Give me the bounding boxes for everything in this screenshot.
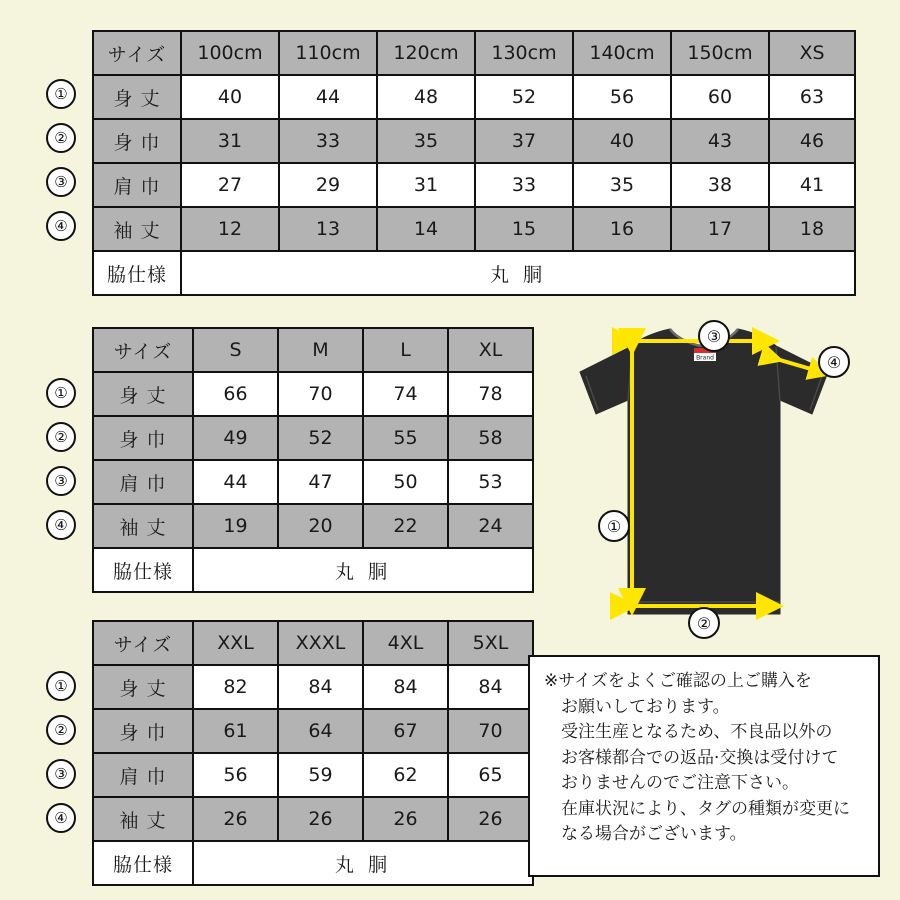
- cell-value: 35: [377, 119, 475, 163]
- tshirt-diagram: [528, 318, 880, 648]
- cell-value: 53: [448, 460, 533, 504]
- diagram-marker-body-length: [599, 511, 629, 541]
- note-line: ※サイズをよくご確認の上ご購入を: [544, 671, 812, 691]
- cell-value: 26: [448, 797, 533, 841]
- cell-value: 46: [769, 119, 855, 163]
- table-row: [93, 753, 533, 797]
- cell-value: 60: [671, 75, 769, 119]
- cell-value: 13: [279, 207, 377, 251]
- circle-number: ②: [46, 123, 76, 153]
- cell-value: 41: [769, 163, 855, 207]
- column-header: 120cm: [377, 31, 475, 75]
- cell-value: 82: [193, 665, 278, 709]
- table-row: [93, 709, 533, 753]
- size-table-adult: [92, 327, 534, 593]
- marker-body-length: [30, 664, 92, 708]
- cell-value: 84: [363, 665, 448, 709]
- column-header: 130cm: [475, 31, 573, 75]
- marker-column-kids: [30, 30, 92, 296]
- column-header: 100cm: [181, 31, 279, 75]
- cell-value: 47: [278, 460, 363, 504]
- cell-value: 56: [193, 753, 278, 797]
- footer-value: 丸 胴: [181, 251, 855, 295]
- row-label: 身 丈: [93, 75, 181, 119]
- cell-value: 37: [475, 119, 573, 163]
- row-label: 身 巾: [93, 416, 193, 460]
- header-size-label: サイズ: [93, 328, 193, 372]
- circle-number: ③: [46, 466, 76, 496]
- footer-label: 脇仕様: [93, 548, 193, 592]
- marker-body-length: [30, 371, 92, 415]
- note-line: なる場合がございます。: [561, 824, 747, 844]
- diagram-marker-body-width: [689, 608, 719, 638]
- table-footer-row: [93, 548, 533, 592]
- table-footer-row: [93, 841, 533, 885]
- cell-value: 59: [278, 753, 363, 797]
- cell-value: 31: [181, 119, 279, 163]
- cell-value: 61: [193, 709, 278, 753]
- svg-text:④: ④: [826, 353, 842, 372]
- marker-sleeve-length: [30, 503, 92, 547]
- cell-value: 24: [448, 504, 533, 548]
- size-table-bigsize: [92, 620, 534, 886]
- cell-value: 52: [475, 75, 573, 119]
- cell-value: 62: [363, 753, 448, 797]
- footer-value: 丸 胴: [193, 841, 533, 885]
- cell-value: 20: [278, 504, 363, 548]
- row-label: 身 丈: [93, 665, 193, 709]
- cell-value: 52: [278, 416, 363, 460]
- circle-number: ①: [46, 671, 76, 701]
- cell-value: 33: [279, 119, 377, 163]
- cell-value: 35: [573, 163, 671, 207]
- table-row: [93, 460, 533, 504]
- table-row: [93, 665, 533, 709]
- circle-number: ④: [46, 211, 76, 241]
- footer-label: 脇仕様: [93, 841, 193, 885]
- column-header: 110cm: [279, 31, 377, 75]
- column-header: 4XL: [363, 621, 448, 665]
- marker-shoulder-width: [30, 160, 92, 204]
- cell-value: 50: [363, 460, 448, 504]
- table-row: [93, 797, 533, 841]
- cell-value: 49: [193, 416, 278, 460]
- column-header: XS: [769, 31, 855, 75]
- column-header: 5XL: [448, 621, 533, 665]
- cell-value: 66: [193, 372, 278, 416]
- cell-value: 18: [769, 207, 855, 251]
- column-header: XXL: [193, 621, 278, 665]
- cell-value: 31: [377, 163, 475, 207]
- column-header: 150cm: [671, 31, 769, 75]
- column-header: XL: [448, 328, 533, 372]
- circle-number: ①: [46, 79, 76, 109]
- row-label: 身 巾: [93, 709, 193, 753]
- column-header: S: [193, 328, 278, 372]
- cell-value: 65: [448, 753, 533, 797]
- cell-value: 19: [193, 504, 278, 548]
- circle-number: ④: [46, 510, 76, 540]
- header-size-label: サイズ: [93, 621, 193, 665]
- row-label: 袖 丈: [93, 504, 193, 548]
- notes-box: [528, 655, 880, 877]
- cell-value: 26: [193, 797, 278, 841]
- size-table-adult-block: [30, 327, 534, 593]
- row-label: 肩 巾: [93, 460, 193, 504]
- footer-value: 丸 胴: [193, 548, 533, 592]
- circle-number: ②: [46, 422, 76, 452]
- row-label: 肩 巾: [93, 753, 193, 797]
- cell-value: 78: [448, 372, 533, 416]
- marker-body-width: [30, 708, 92, 752]
- marker-column-adult: [30, 327, 92, 593]
- circle-number: ①: [46, 378, 76, 408]
- cell-value: 29: [279, 163, 377, 207]
- column-header: M: [278, 328, 363, 372]
- table-footer-row: [93, 251, 855, 295]
- cell-value: 40: [181, 75, 279, 119]
- marker-shoulder-width: [30, 459, 92, 503]
- cell-value: 56: [573, 75, 671, 119]
- marker-column-bigsize: [30, 620, 92, 886]
- table-row: [93, 163, 855, 207]
- table-header-row: [93, 31, 855, 75]
- table-row: [93, 207, 855, 251]
- note-line: おりませんのでご注意下さい。: [561, 773, 799, 793]
- cell-value: 40: [573, 119, 671, 163]
- circle-number: ④: [46, 803, 76, 833]
- note-line: お願いしております。: [561, 696, 730, 717]
- cell-value: 63: [769, 75, 855, 119]
- cell-value: 12: [181, 207, 279, 251]
- cell-value: 67: [363, 709, 448, 753]
- size-table-kids: [92, 30, 856, 296]
- cell-value: 15: [475, 207, 573, 251]
- cell-value: 74: [363, 372, 448, 416]
- row-label: 身 巾: [93, 119, 181, 163]
- circle-number: ②: [46, 715, 76, 745]
- cell-value: 38: [671, 163, 769, 207]
- table-row: [93, 119, 855, 163]
- marker-sleeve-length: [30, 796, 92, 840]
- cell-value: 26: [278, 797, 363, 841]
- cell-value: 70: [448, 709, 533, 753]
- table-row: [93, 75, 855, 119]
- note-line: 受注生産となるため、不良品以外の: [561, 722, 833, 742]
- row-label: 袖 丈: [93, 797, 193, 841]
- note-line: お客様都合での返品·交換は受付けて: [561, 747, 839, 768]
- marker-body-width: [30, 116, 92, 160]
- cell-value: 16: [573, 207, 671, 251]
- svg-text:Brand: Brand: [696, 354, 714, 362]
- cell-value: 58: [448, 416, 533, 460]
- cell-value: 14: [377, 207, 475, 251]
- cell-value: 27: [181, 163, 279, 207]
- svg-text:①: ①: [606, 517, 622, 536]
- marker-sleeve-length: [30, 204, 92, 248]
- cell-value: 44: [279, 75, 377, 119]
- circle-number: ③: [46, 167, 76, 197]
- footer-label: 脇仕様: [93, 251, 181, 295]
- table-row: [93, 372, 533, 416]
- cell-value: 84: [278, 665, 363, 709]
- cell-value: 48: [377, 75, 475, 119]
- column-header: XXXL: [278, 621, 363, 665]
- svg-text:③: ③: [706, 327, 722, 346]
- diagram-marker-sleeve-length: [819, 347, 849, 377]
- cell-value: 22: [363, 504, 448, 548]
- header-size-label: サイズ: [93, 31, 181, 75]
- table-header-row: [93, 621, 533, 665]
- row-label: 袖 丈: [93, 207, 181, 251]
- cell-value: 17: [671, 207, 769, 251]
- cell-value: 43: [671, 119, 769, 163]
- cell-value: 64: [278, 709, 363, 753]
- cell-value: 70: [278, 372, 363, 416]
- cell-value: 55: [363, 416, 448, 460]
- cell-value: 84: [448, 665, 533, 709]
- diagram-marker-shoulder-width: [699, 321, 729, 351]
- table-row: [93, 416, 533, 460]
- marker-shoulder-width: [30, 752, 92, 796]
- note-line: 在庫状況により、タグの種類が変更に: [561, 798, 850, 819]
- cell-value: 33: [475, 163, 573, 207]
- column-header: L: [363, 328, 448, 372]
- tshirt-shape: [580, 329, 828, 614]
- table-header-row: [93, 328, 533, 372]
- row-label: 肩 巾: [93, 163, 181, 207]
- cell-value: 26: [363, 797, 448, 841]
- size-table-kids-block: [30, 30, 856, 296]
- marker-body-length: [30, 72, 92, 116]
- table-row: [93, 504, 533, 548]
- size-table-bigsize-block: [30, 620, 534, 886]
- cell-value: 44: [193, 460, 278, 504]
- svg-text:②: ②: [696, 614, 712, 633]
- column-header: 140cm: [573, 31, 671, 75]
- marker-body-width: [30, 415, 92, 459]
- circle-number: ③: [46, 759, 76, 789]
- row-label: 身 丈: [93, 372, 193, 416]
